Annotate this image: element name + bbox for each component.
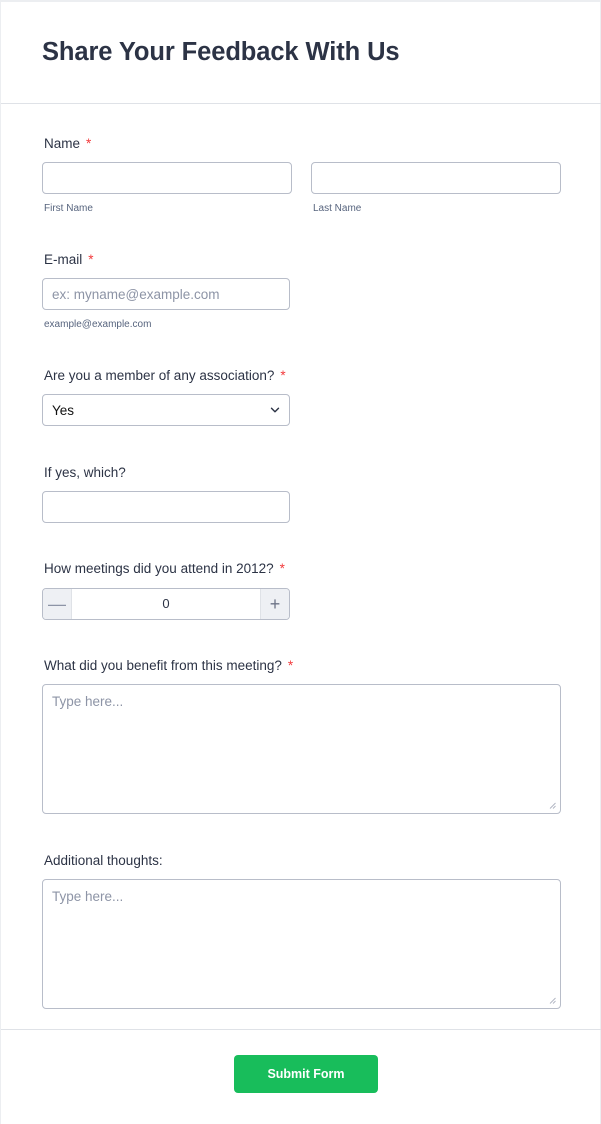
form-header (1, 2, 601, 104)
required-marker: * (88, 252, 94, 267)
benefit-label-text: What did you benefit from this meeting? (44, 658, 282, 673)
membership-selected-value: Yes (52, 403, 75, 418)
decrement-button[interactable]: — (43, 589, 72, 619)
benefit-textarea[interactable] (42, 684, 561, 814)
form-title: Share Your Feedback With Us (42, 38, 400, 66)
chevron-down-icon (270, 405, 280, 415)
which-input[interactable] (42, 491, 290, 523)
first-name-sublabel: First Name (44, 203, 93, 214)
email-input[interactable] (42, 278, 290, 310)
benefit-label (44, 658, 293, 673)
meetings-label-text: How meetings did you attend in 2012? (44, 561, 274, 576)
required-marker: * (287, 658, 294, 673)
thoughts-placeholder: Type here... (52, 889, 124, 904)
email-sublabel: example@example.com (44, 319, 152, 330)
first-name-input[interactable] (42, 162, 292, 194)
form-footer (1, 1029, 601, 1124)
meetings-label (44, 561, 285, 576)
thoughts-label: Additional thoughts: (44, 853, 163, 868)
submit-button[interactable]: Submit Form (234, 1055, 378, 1093)
required-marker: * (279, 561, 285, 576)
benefit-placeholder: Type here... (52, 694, 124, 709)
resize-grip-icon[interactable] (549, 997, 556, 1004)
which-label: If yes, which? (44, 465, 126, 480)
membership-label-text: Are you a member of any association? (44, 368, 275, 383)
meetings-count-input[interactable]: 0 (162, 596, 170, 611)
meetings-stepper (42, 588, 290, 620)
resize-grip-icon[interactable] (549, 802, 556, 809)
required-marker: * (86, 136, 92, 151)
membership-label (44, 368, 286, 383)
name-label (44, 136, 91, 151)
name-label-text: Name (44, 136, 81, 151)
last-name-sublabel: Last Name (313, 203, 362, 214)
increment-button[interactable]: + (260, 589, 289, 619)
last-name-input[interactable] (311, 162, 561, 194)
thoughts-textarea[interactable] (42, 879, 561, 1009)
email-label (44, 252, 94, 267)
membership-select[interactable] (42, 394, 290, 426)
email-label-text: E-mail (44, 252, 83, 267)
required-marker: * (280, 368, 286, 383)
